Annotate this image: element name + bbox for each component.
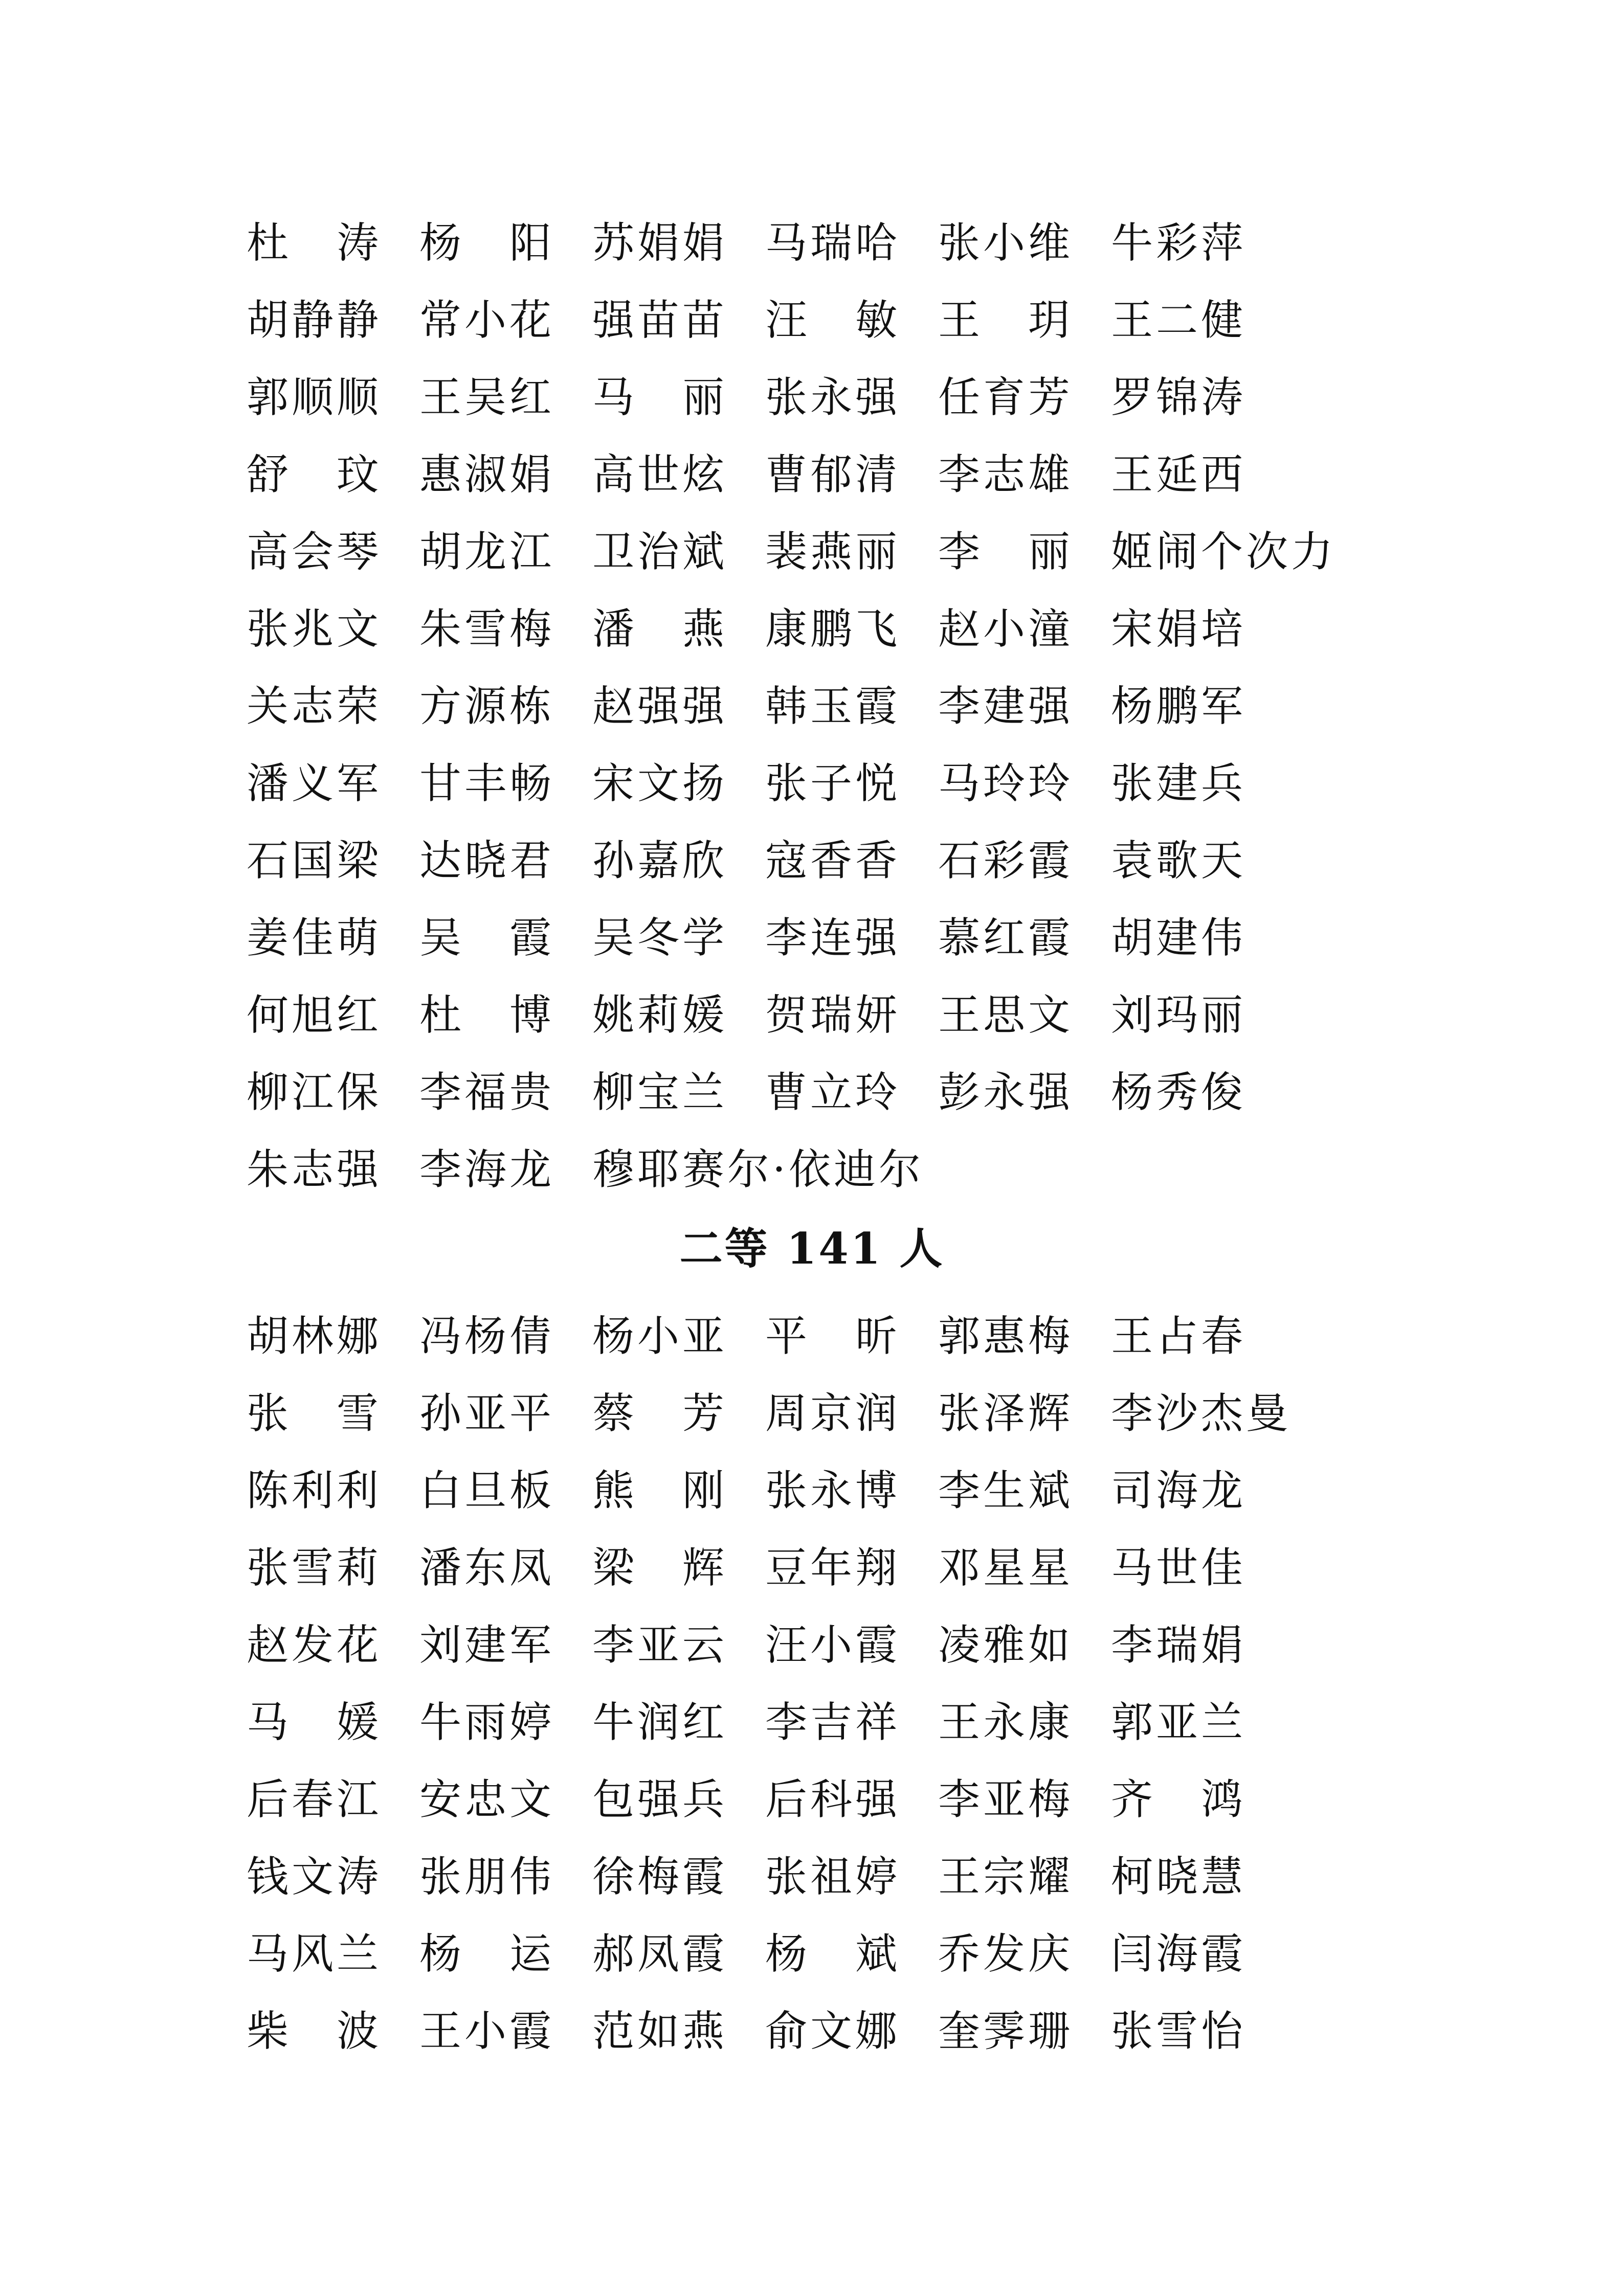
name-row: [247, 1607, 1433, 1684]
name-entry: 周京润: [765, 1389, 901, 1438]
name-entry: 胡静静: [247, 296, 382, 345]
name-entry: 宋娟培: [1111, 605, 1247, 654]
name-entry: 王占春: [1111, 1312, 1247, 1361]
name-entry: 张朋伟: [419, 1853, 555, 1901]
name-entry: 朱雪梅: [419, 605, 555, 654]
name-entry: 卫治斌: [592, 528, 728, 576]
name-entry: 李福贵: [419, 1068, 555, 1117]
name-entry: 柯晓慧: [1111, 1853, 1247, 1901]
name-row: [247, 591, 1433, 668]
name-entry: 姚莉媛: [592, 991, 728, 1040]
name-entry: 强苗苗: [592, 296, 728, 345]
name-row: [247, 668, 1433, 745]
name-entry: 后科强: [765, 1775, 901, 1824]
name-entry: 康鹏飞: [765, 605, 901, 654]
name-entry: 张兆文: [247, 605, 382, 654]
name-entry: 姬闹个次力: [1111, 528, 1337, 576]
name-entry: 司海龙: [1111, 1467, 1247, 1515]
name-entry: 李建强: [938, 682, 1074, 731]
name-entry: 张 雪: [247, 1389, 382, 1438]
name-entry: 张泽辉: [938, 1389, 1074, 1438]
name-entry: 钱文涛: [247, 1853, 382, 1901]
name-entry: 关志荣: [247, 682, 382, 731]
name-entry: 高世炫: [592, 451, 728, 499]
name-entry: 李瑞娟: [1111, 1621, 1247, 1670]
name-row: [247, 1838, 1433, 1916]
name-entry: 马瑞哈: [765, 219, 901, 267]
name-entry: 柴 波: [247, 2007, 382, 2056]
name-entry: 张雪莉: [247, 1544, 382, 1592]
name-entry: 郭顺顺: [247, 373, 382, 422]
name-entry: 杨 阳: [419, 219, 555, 267]
name-row: [247, 1054, 1433, 1131]
name-entry: 马 丽: [592, 373, 728, 422]
name-entry: 王延西: [1111, 451, 1247, 499]
name-entry: 胡林娜: [247, 1312, 382, 1361]
name-entry: 吴 霞: [419, 914, 555, 962]
name-row: [247, 1131, 1433, 1208]
name-row: [247, 282, 1433, 359]
name-entry: 汪小霞: [765, 1621, 901, 1670]
name-entry: 杨小亚: [592, 1312, 728, 1361]
section-heading-second-class: 二等 141 人: [679, 1223, 945, 1274]
name-entry: 任育芳: [938, 373, 1074, 422]
name-entry: 后春江: [247, 1775, 382, 1824]
name-entry: 石彩霞: [938, 837, 1074, 885]
name-entry: 赵小潼: [938, 605, 1074, 654]
name-row: [247, 822, 1433, 899]
name-entry: 张子悦: [765, 759, 901, 808]
name-entry: 胡建伟: [1111, 914, 1247, 962]
name-entry: 乔发庆: [938, 1930, 1074, 1978]
name-entry: 王永康: [938, 1698, 1074, 1747]
name-entry: 舒 玟: [247, 451, 382, 499]
name-entry: 王宗耀: [938, 1853, 1074, 1901]
name-entry: 朱志强: [247, 1145, 382, 1194]
name-entry: 孙亚平: [419, 1389, 555, 1438]
name-entry: 奎霁珊: [938, 2007, 1074, 2056]
name-entry: 范如燕: [592, 2007, 728, 2056]
name-entry: 平 昕: [765, 1312, 901, 1361]
name-entry: 牛彩萍: [1111, 219, 1247, 267]
name-entry: 李亚云: [592, 1621, 728, 1670]
name-entry: 贺瑞妍: [765, 991, 901, 1040]
name-entry: 胡龙江: [419, 528, 555, 576]
name-row: [247, 1761, 1433, 1838]
name-entry: 杜 博: [419, 991, 555, 1040]
name-entry: 王思文: [938, 991, 1074, 1040]
name-entry: 甘丰畅: [419, 759, 555, 808]
name-row: [247, 899, 1433, 977]
name-entry: 赵发花: [247, 1621, 382, 1670]
name-entry: 豆年翔: [765, 1544, 901, 1592]
name-row: [247, 1529, 1433, 1607]
name-entry: 郭惠梅: [938, 1312, 1074, 1361]
name-entry: 张永强: [765, 373, 901, 422]
name-entry: 俞文娜: [765, 2007, 901, 2056]
name-entry: 王吴红: [419, 373, 555, 422]
name-entry: 达晓君: [419, 837, 555, 885]
name-entry: 寇香香: [765, 837, 901, 885]
name-entry: 宋文扬: [592, 759, 728, 808]
name-entry: 穆耶赛尔·依迪尔: [592, 1145, 924, 1194]
name-entry: 杜 涛: [247, 219, 382, 267]
name-entry: 安忠文: [419, 1775, 555, 1824]
name-entry: 刘建军: [419, 1621, 555, 1670]
name-row: [247, 205, 1433, 282]
name-entry: 杨 运: [419, 1930, 555, 1978]
name-entry: 张祖婷: [765, 1853, 901, 1901]
name-entry: 邓星星: [938, 1544, 1074, 1592]
name-entry: 李连强: [765, 914, 901, 962]
name-entry: 马风兰: [247, 1930, 382, 1978]
name-entry: 李志雄: [938, 451, 1074, 499]
name-row: [247, 436, 1433, 513]
name-entry: 李生斌: [938, 1467, 1074, 1515]
name-entry: 郭亚兰: [1111, 1698, 1247, 1747]
name-entry: 齐 鸿: [1111, 1775, 1247, 1824]
name-row: [247, 1298, 1433, 1375]
name-entry: 彭永强: [938, 1068, 1074, 1117]
name-entry: 李吉祥: [765, 1698, 901, 1747]
name-entry: 汪 敏: [765, 296, 901, 345]
name-entry: 刘玛丽: [1111, 991, 1247, 1040]
name-entry: 潘 燕: [592, 605, 728, 654]
name-entry: 柳江保: [247, 1068, 382, 1117]
name-entry: 蔡 芳: [592, 1389, 728, 1438]
name-entry: 苏娟娟: [592, 219, 728, 267]
name-entry: 包强兵: [592, 1775, 728, 1824]
name-entry: 李海龙: [419, 1145, 555, 1194]
name-entry: 张小维: [938, 219, 1074, 267]
name-entry: 马玲玲: [938, 759, 1074, 808]
name-entry: 曹立玲: [765, 1068, 901, 1117]
name-entry: 熊 刚: [592, 1467, 728, 1515]
name-entry: 慕红霞: [938, 914, 1074, 962]
name-entry: 裴燕丽: [765, 528, 901, 576]
name-entry: 孙嘉欣: [592, 837, 728, 885]
name-entry: 马 媛: [247, 1698, 382, 1747]
name-row: [247, 977, 1433, 1054]
name-row: [247, 513, 1433, 591]
name-entry: 赵强强: [592, 682, 728, 731]
name-entry: 徐梅霞: [592, 1853, 728, 1901]
name-entry: 马世佳: [1111, 1544, 1247, 1592]
name-row: [247, 745, 1433, 822]
name-entry: 袁歌天: [1111, 837, 1247, 885]
name-entry: 柳宝兰: [592, 1068, 728, 1117]
name-entry: 惠淑娟: [419, 451, 555, 499]
name-list-first-section: [247, 205, 1433, 1208]
name-entry: 牛雨婷: [419, 1698, 555, 1747]
name-entry: 韩玉霞: [765, 682, 901, 731]
name-entry: 杨秀俊: [1111, 1068, 1247, 1117]
name-row: [247, 1993, 1433, 2070]
name-entry: 杨 斌: [765, 1930, 901, 1978]
name-entry: 高会琴: [247, 528, 382, 576]
name-list-second-section: [247, 1298, 1433, 2070]
name-entry: 李亚梅: [938, 1775, 1074, 1824]
name-entry: 常小花: [419, 296, 555, 345]
name-entry: 吴冬学: [592, 914, 728, 962]
name-entry: 杨鹏军: [1111, 682, 1247, 731]
name-entry: 张永博: [765, 1467, 901, 1515]
name-entry: 李沙杰曼: [1111, 1389, 1292, 1438]
name-row: [247, 1916, 1433, 1993]
name-entry: 梁 辉: [592, 1544, 728, 1592]
name-entry: 王 玥: [938, 296, 1074, 345]
name-entry: 潘义军: [247, 759, 382, 808]
name-entry: 陈利利: [247, 1467, 382, 1515]
name-entry: 潘东凤: [419, 1544, 555, 1592]
name-entry: 冯杨倩: [419, 1312, 555, 1361]
name-row: [247, 1684, 1433, 1761]
name-entry: 牛润红: [592, 1698, 728, 1747]
name-entry: 郝凤霞: [592, 1930, 728, 1978]
name-entry: 何旭红: [247, 991, 382, 1040]
name-entry: 李 丽: [938, 528, 1074, 576]
name-entry: 王小霞: [419, 2007, 555, 2056]
name-entry: 闫海霞: [1111, 1930, 1247, 1978]
name-entry: 姜佳萌: [247, 914, 382, 962]
name-entry: 凌雅如: [938, 1621, 1074, 1670]
name-entry: 张雪怡: [1111, 2007, 1247, 2056]
name-entry: 石国梁: [247, 837, 382, 885]
name-row: [247, 359, 1433, 436]
name-entry: 曹郁清: [765, 451, 901, 499]
name-entry: 王二健: [1111, 296, 1247, 345]
name-entry: 白旦板: [419, 1467, 555, 1515]
name-entry: 张建兵: [1111, 759, 1247, 808]
name-entry: 罗锦涛: [1111, 373, 1247, 422]
name-entry: 方源栋: [419, 682, 555, 731]
name-row: [247, 1452, 1433, 1529]
name-row: [247, 1375, 1433, 1452]
